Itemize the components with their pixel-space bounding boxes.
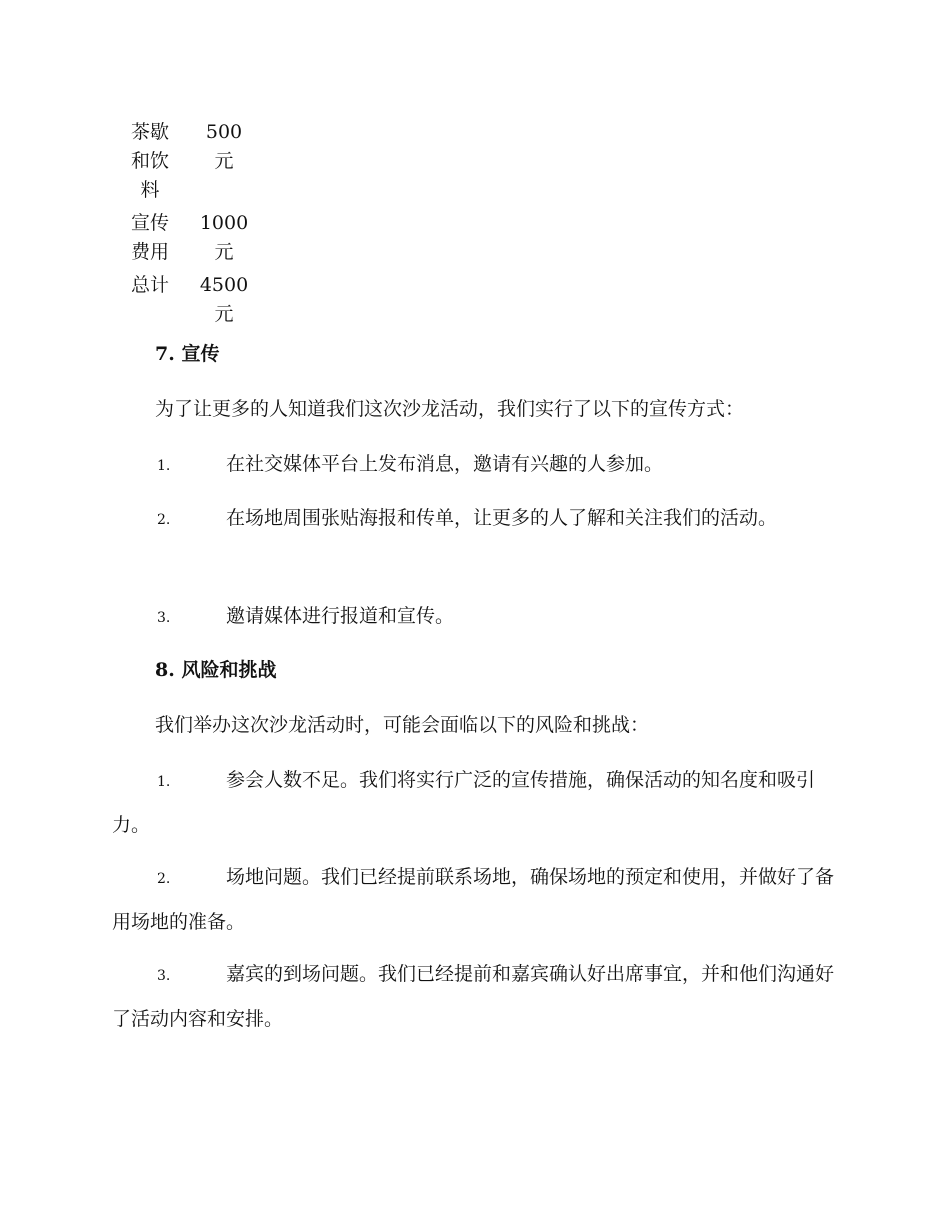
list-text: 在场地周围张贴海报和传单，让更多的人了解和关注我们的活动。: [226, 507, 778, 529]
budget-amount-line: 元: [214, 303, 234, 325]
list-item: [112, 497, 837, 542]
list-number: 2.: [157, 512, 171, 528]
budget-amount-line: 500: [205, 121, 243, 143]
table-row: [120, 209, 268, 271]
budget-item: [120, 209, 180, 271]
budget-item-line: 茶歇: [130, 121, 169, 143]
risks-intro: 我们举办这次沙龙活动时，可能会面临以下的风险和挑战：: [155, 714, 650, 736]
list-text: 参会人数不足。我们将实行广泛的宣传措施，确保活动的知名度和吸引力。: [112, 769, 816, 836]
budget-item-line: 费用: [130, 241, 169, 263]
budget-amount-line: 1000: [199, 212, 249, 234]
budget-item: [120, 118, 180, 209]
budget-item-line: 总计: [130, 274, 169, 296]
table-row: [120, 271, 268, 333]
budget-table: [120, 118, 268, 333]
promotion-intro: 为了让更多的人知道我们这次沙龙活动，我们实行了以下的宣传方式：: [155, 398, 745, 420]
list-number: 1.: [157, 458, 171, 474]
list-text: 场地问题。我们已经提前联系场地，确保场地的预定和使用，并做好了备用场地的准备。: [112, 866, 835, 933]
list-item: [112, 759, 837, 847]
list-text: 在社交媒体平台上发布消息，邀请有兴趣的人参加。: [226, 453, 664, 475]
budget-amount: [180, 118, 268, 209]
section-heading-risks: 8. 风险和挑战: [155, 659, 277, 681]
budget-item-line: 和饮: [130, 150, 169, 172]
budget-item-line: 宣传: [130, 212, 169, 234]
budget-amount-line: 元: [214, 150, 234, 172]
table-row: [120, 118, 268, 209]
list-item: [112, 443, 837, 488]
section-heading-promotion: 7. 宣传: [155, 343, 220, 365]
list-number: 3.: [157, 610, 171, 626]
list-item: [112, 595, 837, 640]
budget-item: [120, 271, 180, 333]
budget-item-line: 料: [140, 179, 160, 201]
budget-amount-line: 元: [214, 241, 234, 263]
list-number: 3.: [157, 968, 171, 984]
list-text: 邀请媒体进行报道和宣传。: [226, 605, 455, 627]
budget-amount-line: 4500: [199, 274, 249, 296]
budget-amount: [180, 209, 268, 271]
list-number: 1.: [157, 774, 171, 790]
list-text: 嘉宾的到场问题。我们已经提前和嘉宾确认好出席事宜，并和他们沟通好了活动内容和安排。: [112, 963, 835, 1030]
budget-amount: [180, 271, 268, 333]
list-number: 2.: [157, 871, 171, 887]
list-item: [112, 856, 837, 944]
list-item: [112, 953, 837, 1041]
